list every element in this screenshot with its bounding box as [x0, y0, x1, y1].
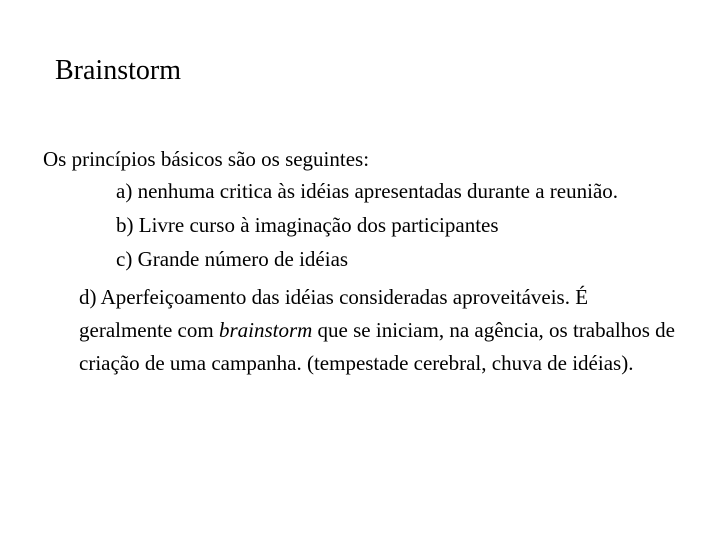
list-item-c: c) Grande número de idéias: [116, 247, 349, 271]
list-item-a: a) nenhuma critica às idéias apresentadas durante a reunião.: [116, 179, 619, 203]
list-item-d-text-start: d) Aperfeiçoamento das idéias consideradas aproveitáveis. É geralmente com: [79, 285, 589, 342]
intro-text: Os princípios básicos são os seguintes:: [43, 147, 370, 171]
list-item-d: [79, 281, 679, 380]
list-item-b: b) Livre curso à imaginação dos participantes: [116, 213, 499, 237]
brainstorm-emphasis: brainstorm: [218, 318, 313, 342]
slide-title: Brainstorm: [55, 55, 181, 86]
list-item-d-text-end: que se iniciam, na agência, os trabalhos de criação de uma campanha. (tempestade cerebral, chuva de idéias).: [79, 318, 675, 375]
